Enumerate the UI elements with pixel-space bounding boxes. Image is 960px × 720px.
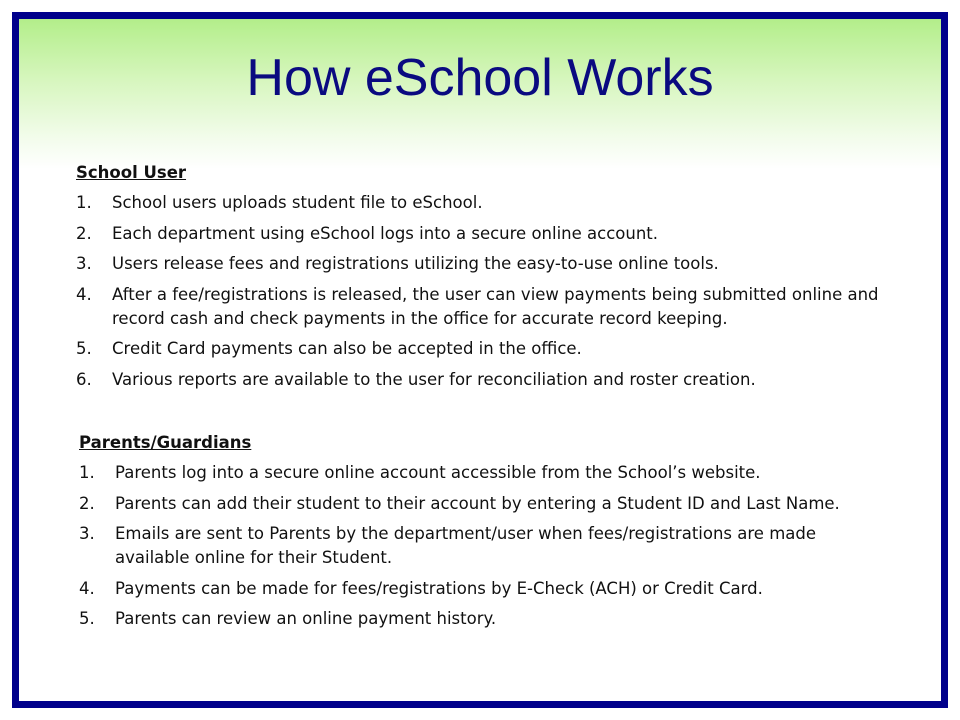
list-item-text: School users uploads student file to eSchool. (112, 193, 483, 212)
list-item-number: 4. (76, 284, 92, 304)
list-item-text: Parents log into a secure online account accessible from the School’s website. (115, 463, 761, 482)
list-item-number: 5. (76, 339, 92, 358)
parents-heading: Parents/Guardians (79, 433, 252, 452)
list-item-text: Each department using eSchool logs into a secure online account. (112, 223, 659, 243)
list-item (76, 252, 896, 276)
list-item-number: 1. (79, 463, 95, 482)
list-item (76, 368, 896, 392)
list-item-number: 2. (76, 223, 92, 243)
list-item-text: Parents can review an online payment history. (115, 609, 497, 628)
school-user-heading: School User (76, 163, 187, 182)
list-item (79, 522, 899, 570)
list-item (79, 492, 899, 516)
list-item-text: Users release fees and registrations utilizing the easy-to-use online tools. (112, 254, 719, 273)
list-item (76, 191, 896, 215)
slide-title: How eSchool Works (246, 49, 714, 107)
list-item (79, 577, 899, 601)
list-item (79, 461, 899, 485)
slide (12, 12, 948, 708)
list-item (76, 283, 896, 331)
list-item (79, 607, 899, 631)
list-item-number: 5. (79, 609, 95, 628)
list-item-text: After a fee/registrations is released, the user can view payments being submitted online and record cash and check payments in the office for accurate record keeping. (112, 284, 879, 328)
list-item-number: 2. (79, 493, 95, 513)
list-item-text: Parents can add their student to their account by entering a Student ID and Last Name. (115, 493, 840, 513)
list-item-number: 1. (76, 193, 92, 212)
list-item-text: Credit Card payments can also be accepted in the office. (112, 339, 582, 358)
list-item-number: 3. (79, 524, 95, 543)
list-item-text: Various reports are available to the user for reconciliation and roster creation. (112, 369, 756, 389)
list-item-number: 4. (79, 578, 95, 598)
list-item-number: 6. (76, 369, 92, 389)
list-item (76, 337, 896, 361)
list-item-text: Emails are sent to Parents by the department/user when fees/registrations are made available online for their Student. (115, 524, 817, 567)
parents-section (79, 432, 899, 638)
school-user-section (76, 162, 896, 398)
list-item-number: 3. (76, 254, 92, 273)
list-item (76, 222, 896, 246)
list-item-text: Payments can be made for fees/registrations by E-Check (ACH) or Credit Card. (115, 578, 763, 598)
